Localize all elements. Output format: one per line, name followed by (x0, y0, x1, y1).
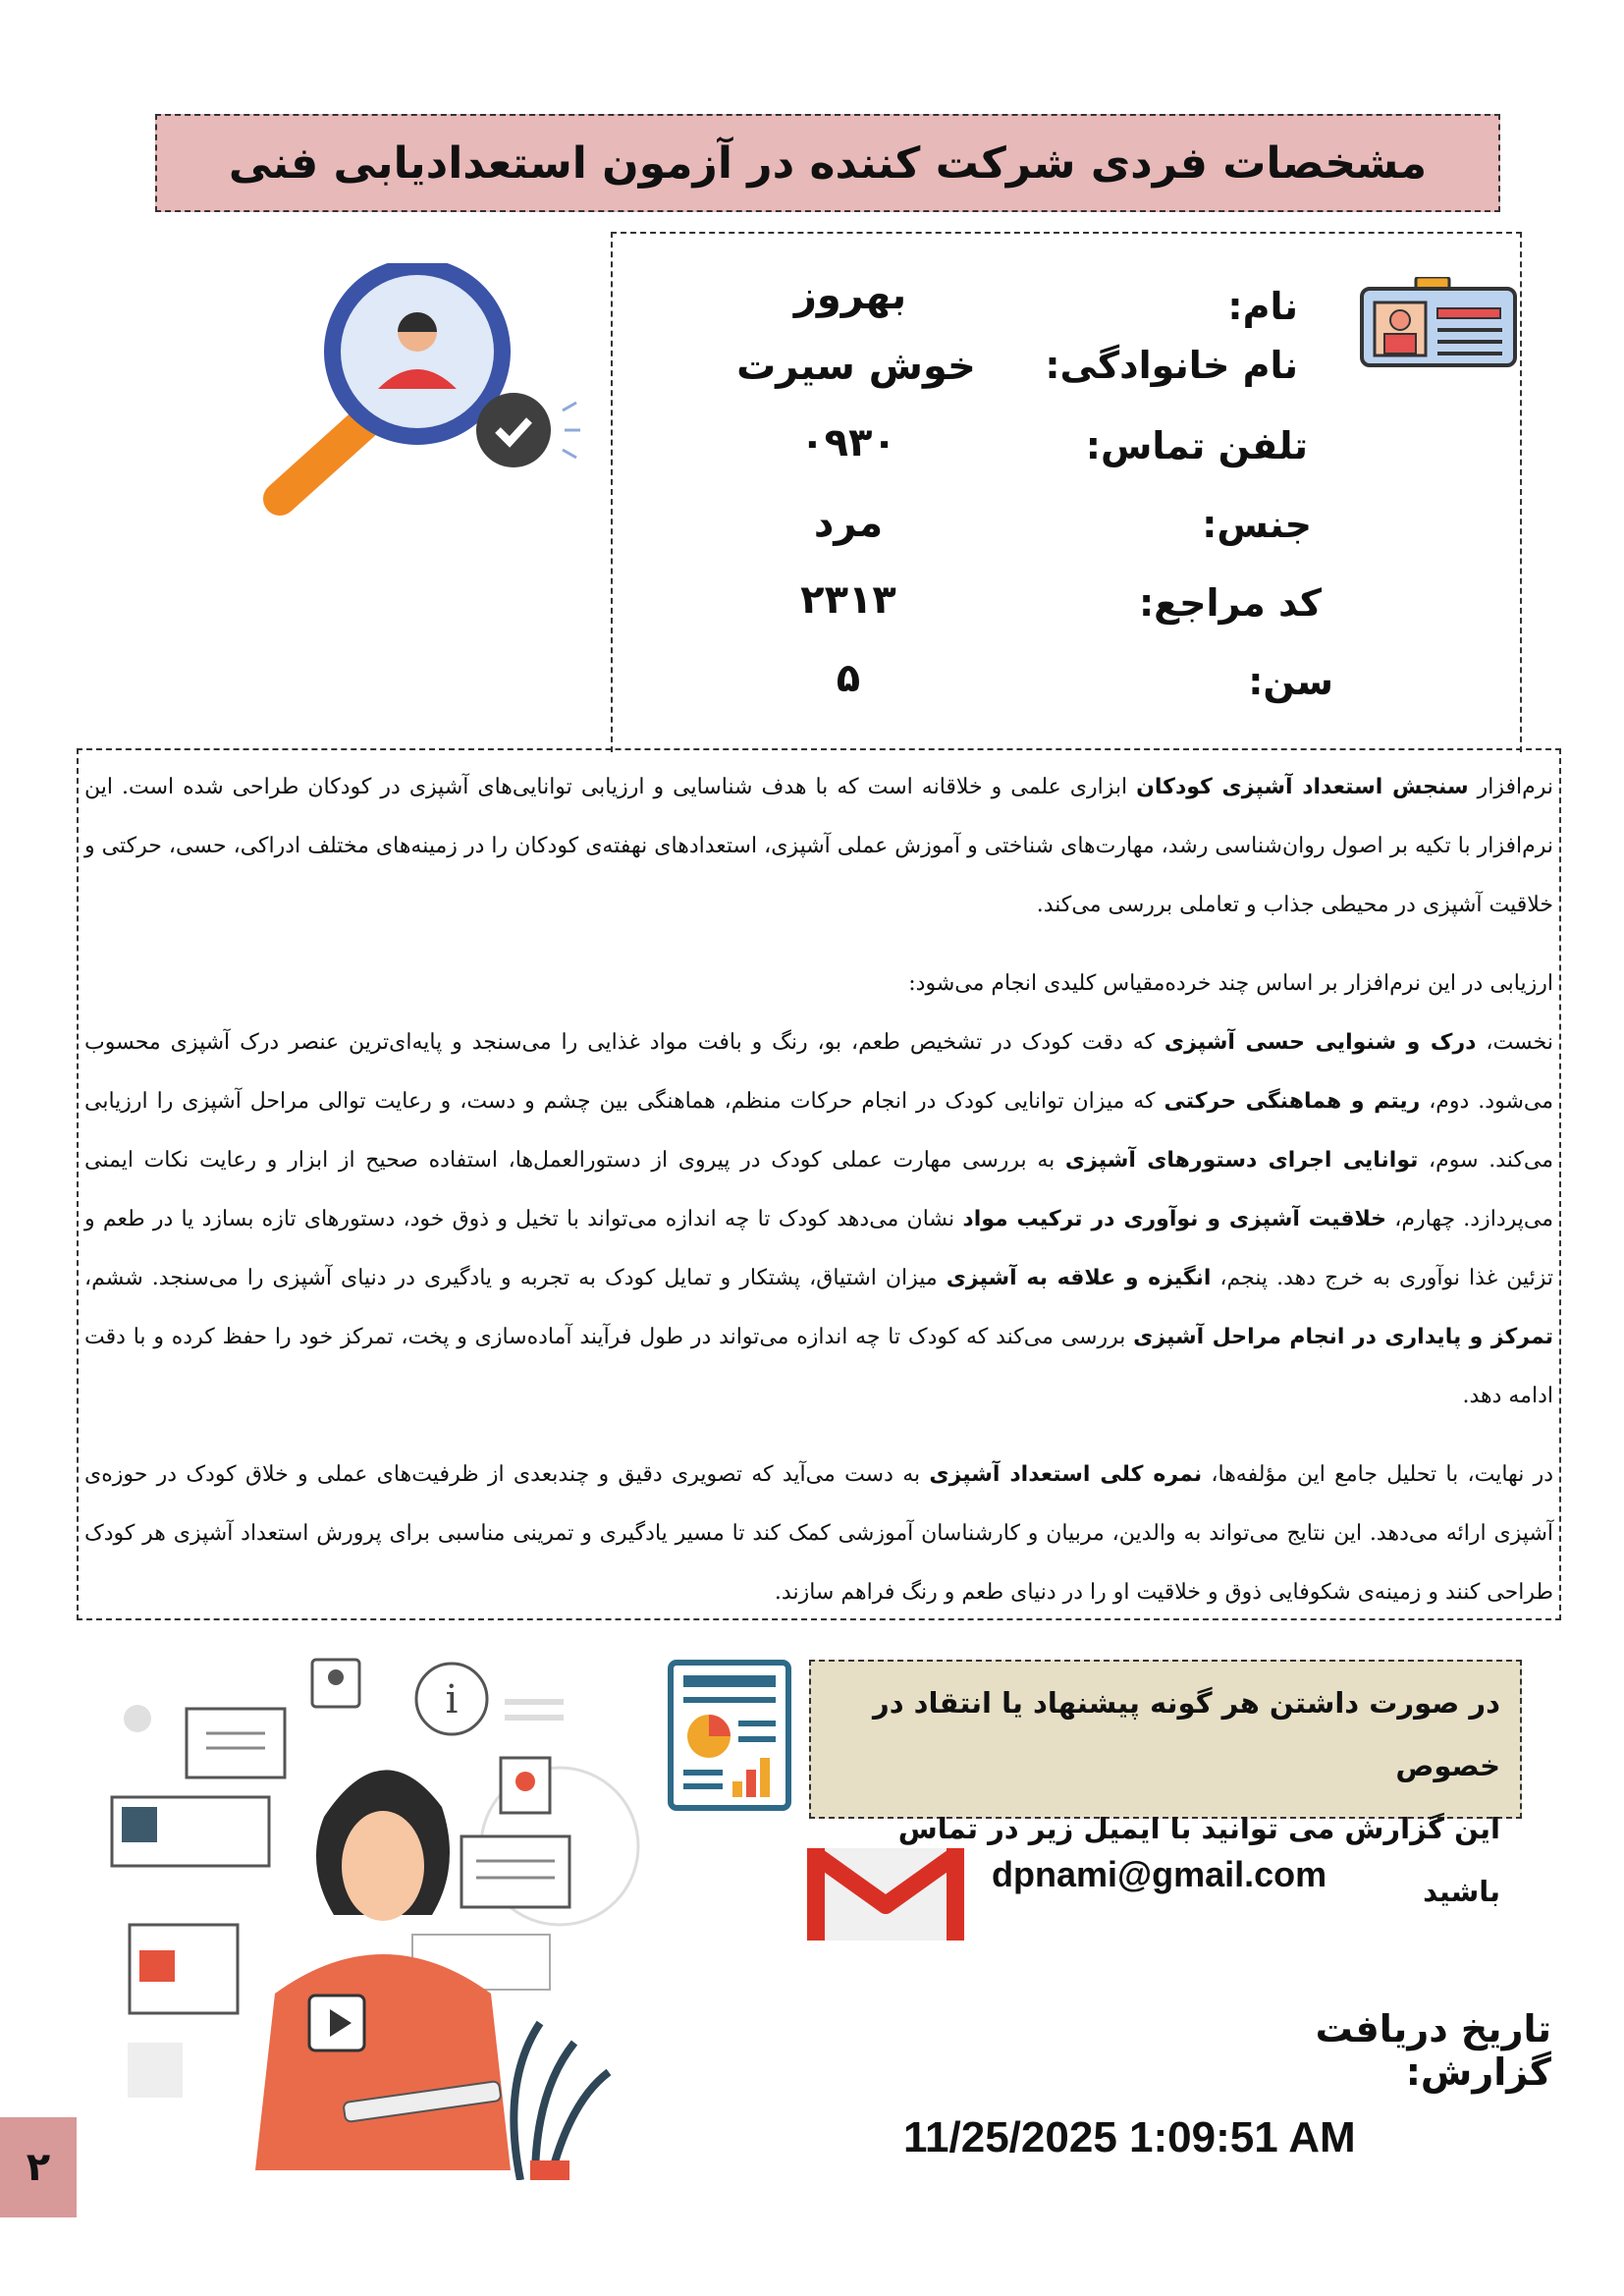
phone-value: ۰۹۳۰ (800, 420, 896, 465)
contact-email[interactable]: dpnami@gmail.com (992, 1854, 1327, 1894)
gender-label: جنس: (1202, 503, 1312, 546)
feedback-line-2: این گزارش می توانید با ایمیل زیر در تماس باشید (897, 1812, 1500, 1908)
page-title-box (155, 114, 1500, 212)
page-title: مشخصات فردی شرکت کننده در آزمون استعدادیابی فنی (228, 137, 1428, 189)
gender-value: مرد (813, 501, 884, 546)
search-person-icon (250, 263, 584, 519)
report-datetime: 11/25/2025 1:09:51 AM (903, 2113, 1356, 2161)
last-name-label: نام خانوادگی: (1045, 344, 1298, 387)
reference-code-label: کد مراجع: (1138, 581, 1322, 625)
age-label: سن: (1248, 660, 1333, 703)
description-paragraph-2: نخست، درک و شنوایی حسی آشپزی که دقت کودک در تشخیص طعم، بو، رنگ و بافت مواد غذایی را می‌سنجد و پایه‌ای‌ترین عنصر درک آشپزی محسوب می‌شود. دوم، ریتم و هماهنگی حرکتی که میزان توانایی کودک در انجام حرکات منظم، هماهنگی بین چشم و دست، و رعایت توالی مراحل آشپزی را ارزیابی می‌کند. سوم، توانایی اجرای دستورهای آشپزی به بررسی مهارت عملی کودک در پیروی از دستورالعمل‌ها، استفاده صحیح از ابزار و رعایت نکات ایمنی می‌پردازد. چهارم، خلاقیت آشپزی و نوآوری در ترکیب مواد نشان می‌دهد کودک تا چه اندازه می‌تواند با تخیل و ذوق خود، دستورهای تازه بسازد یا در طعم و تزئین غذا نوآوری به خرج دهد. پنجم، انگیزه و علاقه به آشپزی میزان اشتیاق، پشتکار و تمایل کودک به تجربه و یادگیری در دنیای آشپزی را می‌سنجد. ششم، تمرکز و پایداری در انجام مراحل آشپزی بررسی می‌کند که کودک تا چه اندازه می‌تواند در طول فرآیند آماده‌سازی و پخت، تمرکز خود را حفظ کرده و با دقت ادامه دهد. (84, 1030, 1554, 1408)
age-value: ۵ (836, 656, 861, 701)
first-name-value: بهروز (793, 273, 907, 318)
first-name-label: نام: (1227, 285, 1298, 328)
svg-text:i: i (445, 1677, 459, 1722)
feedback-line-1: در صورت داشتن هر گونه پیشنهاد یا انتقاد در خصوص (873, 1686, 1500, 1782)
description-paragraph-1: نرم‌افزار سنجش استعداد آشپزی کودکان ابزاری علمی و خلاقانه است که با هدف شناسایی و ارزیابی توانایی‌های آشپزی در کودکان طراحی شده است. این نرم‌افزار با تکیه بر اصول روان‌شناسی رشد، مهارت‌های شناختی و آموزش عملی آشپزی، استعدادهای نهفته‌ی کودکان را در زمینه‌های مختلف ادراکی، حسی، حرکتی و خلاقیت آشپزی در محیطی جذاب و تعاملی بررسی می‌کند. (84, 775, 1553, 917)
description-paragraph-3: در نهایت، با تحلیل جامع این مؤلفه‌ها، نمره کلی استعداد آشپزی به دست می‌آید که تصویری دقیق و چندبعدی از ظرفیت‌های عملی و خلاق کودک در حوزه‌ی آشپزی ارائه می‌دهد. این نتایج می‌تواند به والدین، مربیان و کارشناسان آموزشی کمک کند تا مسیر یادگیری و تمرینی مناسبی برای پرورش استعداد آشپزی هر کودک طراحی کنند و زمینه‌ی شکوفایی ذوق و خلاقیت او را در دنیای طعم و رنگ فراهم سازند. (84, 1462, 1554, 1605)
social-media-person-illustration (98, 1650, 648, 2180)
page-number-badge (0, 2117, 77, 2217)
last-name-value: خوش سیرت (736, 344, 976, 389)
description-box (77, 748, 1561, 1620)
phone-label: تلفن تماس: (1085, 424, 1308, 467)
report-chart-icon (668, 1660, 791, 1811)
page-number: ۲ (26, 2145, 51, 2190)
description-paragraph-2-intro: ارزیابی در این نرم‌افزار بر اساس چند خرده‌مقیاس کلیدی انجام می‌شود: (908, 971, 1553, 996)
id-card-icon (1359, 277, 1518, 369)
reference-code-value: ۲۳۱۳ (800, 577, 896, 623)
gmail-icon (807, 1848, 964, 1941)
report-date-label: تاریخ دریافت گزارش: (1315, 2007, 1551, 2094)
